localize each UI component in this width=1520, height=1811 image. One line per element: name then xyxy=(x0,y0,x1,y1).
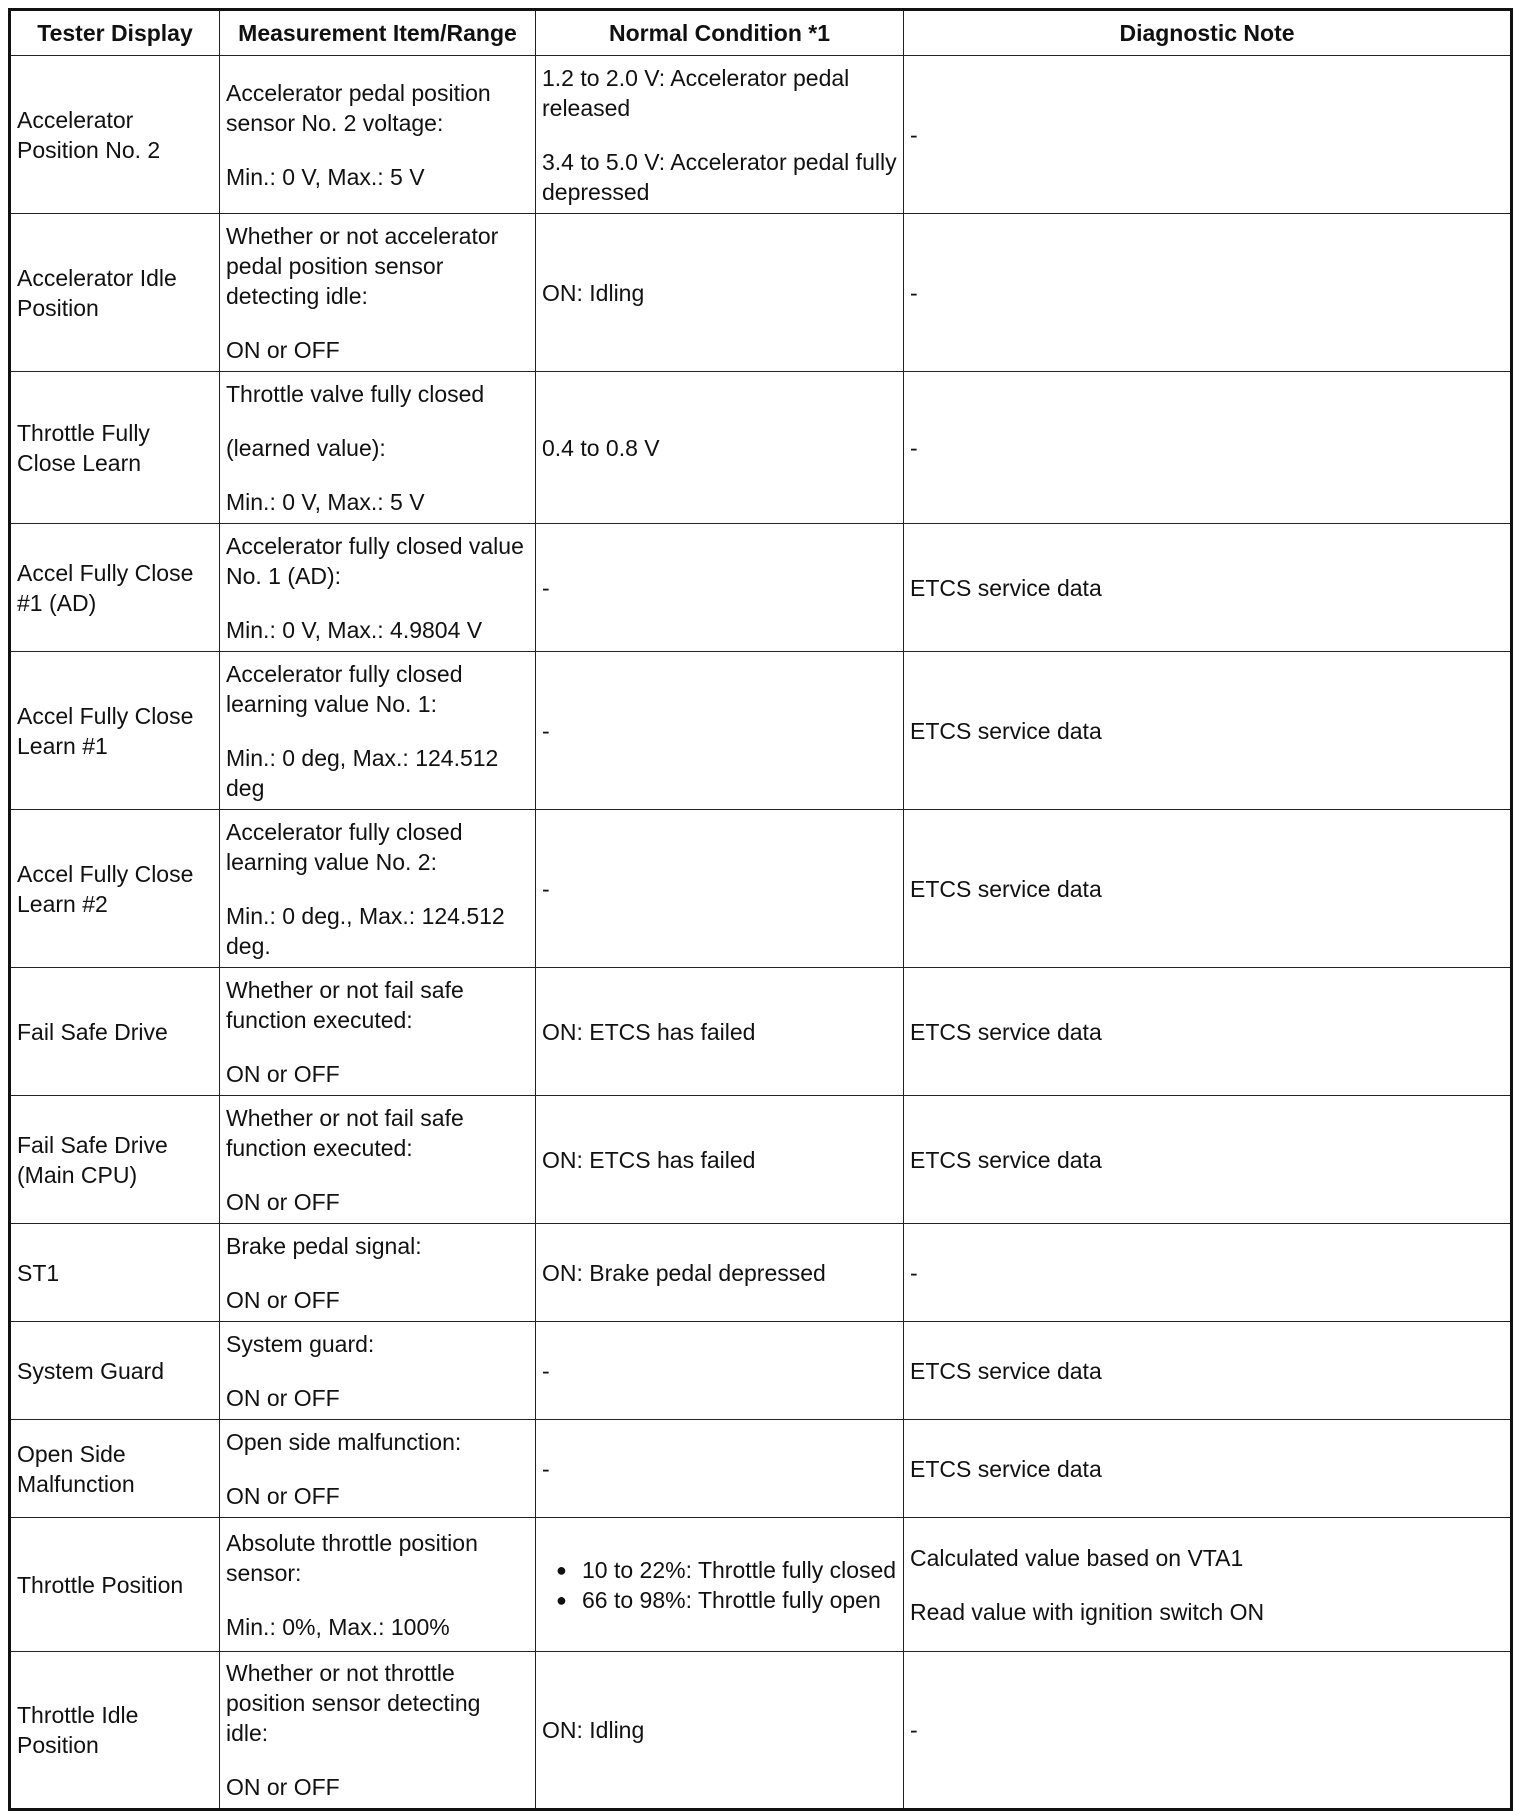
diagnostic-note-line: ETCS service data xyxy=(910,1146,1102,1173)
cell-measurement xyxy=(220,524,536,652)
cell-measurement xyxy=(220,214,536,372)
table-row xyxy=(10,524,1512,652)
cell-normal-condition xyxy=(536,1224,904,1322)
diagnostic-note-line: - xyxy=(910,279,918,306)
cell-diagnostic-note xyxy=(904,652,1512,810)
cell-tester-display: Throttle Fully Close Learn xyxy=(10,372,220,524)
measurement-description: Accelerator fully closed learning value No. 2: xyxy=(226,818,463,875)
normal-condition-line: 1.2 to 2.0 V: Accelerator pedal released xyxy=(542,64,850,121)
cell-normal-condition xyxy=(536,1518,904,1652)
table-row xyxy=(10,1322,1512,1420)
cell-diagnostic-note xyxy=(904,1322,1512,1420)
diagnostic-note-line: - xyxy=(910,1259,918,1286)
cell-normal-condition xyxy=(536,214,904,372)
cell-measurement xyxy=(220,1322,536,1420)
cell-tester-display: Accel Fully Close #1 (AD) xyxy=(10,524,220,652)
measurement-range: ON or OFF xyxy=(226,1774,340,1800)
measurement-range: ON or OFF xyxy=(226,336,340,363)
cell-tester-display: Fail Safe Drive (Main CPU) xyxy=(10,1096,220,1224)
normal-condition-line: - xyxy=(542,875,550,902)
cell-normal-condition xyxy=(536,968,904,1096)
normal-condition-line: ON: ETCS has failed xyxy=(542,1146,756,1173)
measurement-description: Accelerator fully closed value No. 1 (AD): xyxy=(226,532,524,589)
diagnostic-note-line: ETCS service data xyxy=(910,1357,1102,1384)
measurement-description: System guard: xyxy=(226,1330,375,1357)
measurement-range: Min.: 0 deg, Max.: 124.512 deg xyxy=(226,744,499,801)
cell-diagnostic-note xyxy=(904,1518,1512,1652)
cell-measurement xyxy=(220,1420,536,1518)
cell-measurement xyxy=(220,652,536,810)
cell-tester-display: Throttle Position xyxy=(10,1518,220,1652)
measurement-range: Min.: 0 V, Max.: 5 V xyxy=(226,163,425,190)
measurement-range: ON or OFF xyxy=(226,1384,340,1411)
normal-condition-line: - xyxy=(542,717,550,744)
normal-condition-line: - xyxy=(542,574,550,601)
diagnostic-note-line: - xyxy=(910,121,918,148)
measurement-range: ON or OFF xyxy=(226,1188,340,1215)
normal-condition-line: ON: ETCS has failed xyxy=(542,1018,756,1045)
measurement-range: Min.: 0 deg., Max.: 124.512 deg. xyxy=(226,902,505,959)
cell-diagnostic-note xyxy=(904,1096,1512,1224)
header-normal-condition: Normal Condition *1 xyxy=(536,10,904,56)
measurement-description: Whether or not fail safe function executed: xyxy=(226,1104,464,1161)
measurement-description: (learned value): xyxy=(226,434,386,461)
cell-normal-condition xyxy=(536,1652,904,1810)
diagnostic-note-line: - xyxy=(910,434,918,461)
bullet-item: ● 10 to 22%: Throttle fully closed xyxy=(542,1555,897,1585)
normal-condition-line: 3.4 to 5.0 V: Accelerator pedal fully depressed xyxy=(542,148,897,205)
normal-condition-line: ON: Idling xyxy=(542,279,645,306)
cell-tester-display: Open Side Malfunction xyxy=(10,1420,220,1518)
cell-normal-condition xyxy=(536,524,904,652)
measurement-description: Accelerator fully closed learning value No. 1: xyxy=(226,660,463,717)
table-row xyxy=(10,1652,1512,1810)
table-row xyxy=(10,372,1512,524)
normal-condition-line: ON: Brake pedal depressed xyxy=(542,1259,826,1286)
measurement-range: Min.: 0%, Max.: 100% xyxy=(226,1613,450,1640)
diagnostic-note-line: - xyxy=(910,1717,918,1743)
measurement-description: Open side malfunction: xyxy=(226,1428,462,1455)
measurement-range: Min.: 0 V, Max.: 5 V xyxy=(226,488,425,515)
cell-measurement xyxy=(220,968,536,1096)
cell-normal-condition xyxy=(536,372,904,524)
measurement-description: Absolute throttle position sensor: xyxy=(226,1529,478,1586)
normal-condition-bullet-list xyxy=(542,1555,897,1615)
cell-diagnostic-note xyxy=(904,1652,1512,1810)
cell-measurement xyxy=(220,56,536,214)
cell-diagnostic-note xyxy=(904,524,1512,652)
normal-condition-line: 0.4 to 0.8 V xyxy=(542,434,660,461)
cell-measurement xyxy=(220,1224,536,1322)
cell-measurement xyxy=(220,1096,536,1224)
diagnostic-note-line: Read value with ignition switch ON xyxy=(910,1598,1265,1625)
cell-diagnostic-note xyxy=(904,1420,1512,1518)
measurement-description: Whether or not accelerator pedal position sensor detecting idle: xyxy=(226,222,499,309)
table-row xyxy=(10,652,1512,810)
diagnostic-note-line: ETCS service data xyxy=(910,574,1102,601)
cell-tester-display: System Guard xyxy=(10,1322,220,1420)
header-diagnostic-note: Diagnostic Note xyxy=(904,10,1512,56)
cell-diagnostic-note xyxy=(904,214,1512,372)
diagnostic-note-line: ETCS service data xyxy=(910,717,1102,744)
diagnostic-note-line: ETCS service data xyxy=(910,875,1102,902)
cell-diagnostic-note xyxy=(904,56,1512,214)
cell-diagnostic-note xyxy=(904,372,1512,524)
measurement-description: Brake pedal signal: xyxy=(226,1232,422,1259)
measurement-description: Throttle valve fully closed xyxy=(226,380,485,407)
cell-normal-condition xyxy=(536,1420,904,1518)
cell-tester-display: ST1 xyxy=(10,1224,220,1322)
diagnostic-data-table xyxy=(8,8,1513,1811)
cell-normal-condition xyxy=(536,810,904,968)
cell-measurement xyxy=(220,1518,536,1652)
measurement-range: ON or OFF xyxy=(226,1286,340,1313)
cell-tester-display: Throttle Idle Position xyxy=(10,1652,220,1810)
measurement-range: ON or OFF xyxy=(226,1060,340,1087)
measurement-description: Accelerator pedal position sensor No. 2 voltage: xyxy=(226,79,491,136)
header-tester-display: Tester Display xyxy=(10,10,220,56)
cell-normal-condition xyxy=(536,652,904,810)
cell-measurement xyxy=(220,372,536,524)
diagnostic-note-line: ETCS service data xyxy=(910,1455,1102,1482)
diagnostic-note-line: ETCS service data xyxy=(910,1018,1102,1045)
cell-tester-display: Accel Fully Close Learn #2 xyxy=(10,810,220,968)
table-header-row xyxy=(10,10,1512,56)
measurement-description: Whether or not fail safe function executed: xyxy=(226,976,464,1033)
cell-tester-display: Fail Safe Drive xyxy=(10,968,220,1096)
table-row xyxy=(10,1096,1512,1224)
cell-tester-display: Accel Fully Close Learn #1 xyxy=(10,652,220,810)
normal-condition-line: ON: Idling xyxy=(542,1717,645,1743)
table-row xyxy=(10,968,1512,1096)
cell-normal-condition xyxy=(536,1096,904,1224)
diagnostic-data-table-container xyxy=(8,8,1510,1798)
table-row xyxy=(10,56,1512,214)
measurement-range: Min.: 0 V, Max.: 4.9804 V xyxy=(226,616,483,643)
cell-diagnostic-note xyxy=(904,1224,1512,1322)
measurement-description: Whether or not throttle position sensor detecting idle: xyxy=(226,1660,481,1746)
cell-diagnostic-note xyxy=(904,810,1512,968)
header-measurement-item: Measurement Item/Range xyxy=(220,10,536,56)
table-row xyxy=(10,1518,1512,1652)
diagnostic-note-line: Calculated value based on VTA1 xyxy=(910,1544,1244,1571)
cell-normal-condition xyxy=(536,1322,904,1420)
table-row xyxy=(10,810,1512,968)
cell-diagnostic-note xyxy=(904,968,1512,1096)
cell-tester-display: Accelerator Position No. 2 xyxy=(10,56,220,214)
cell-normal-condition xyxy=(536,56,904,214)
normal-condition-line: - xyxy=(542,1357,550,1384)
measurement-range: ON or OFF xyxy=(226,1482,340,1509)
cell-measurement xyxy=(220,1652,536,1810)
table-row xyxy=(10,1420,1512,1518)
table-row xyxy=(10,1224,1512,1322)
normal-condition-line: - xyxy=(542,1455,550,1482)
bullet-item: ● 66 to 98%: Throttle fully open xyxy=(542,1585,897,1615)
table-row xyxy=(10,214,1512,372)
cell-measurement xyxy=(220,810,536,968)
cell-tester-display: Accelerator Idle Position xyxy=(10,214,220,372)
